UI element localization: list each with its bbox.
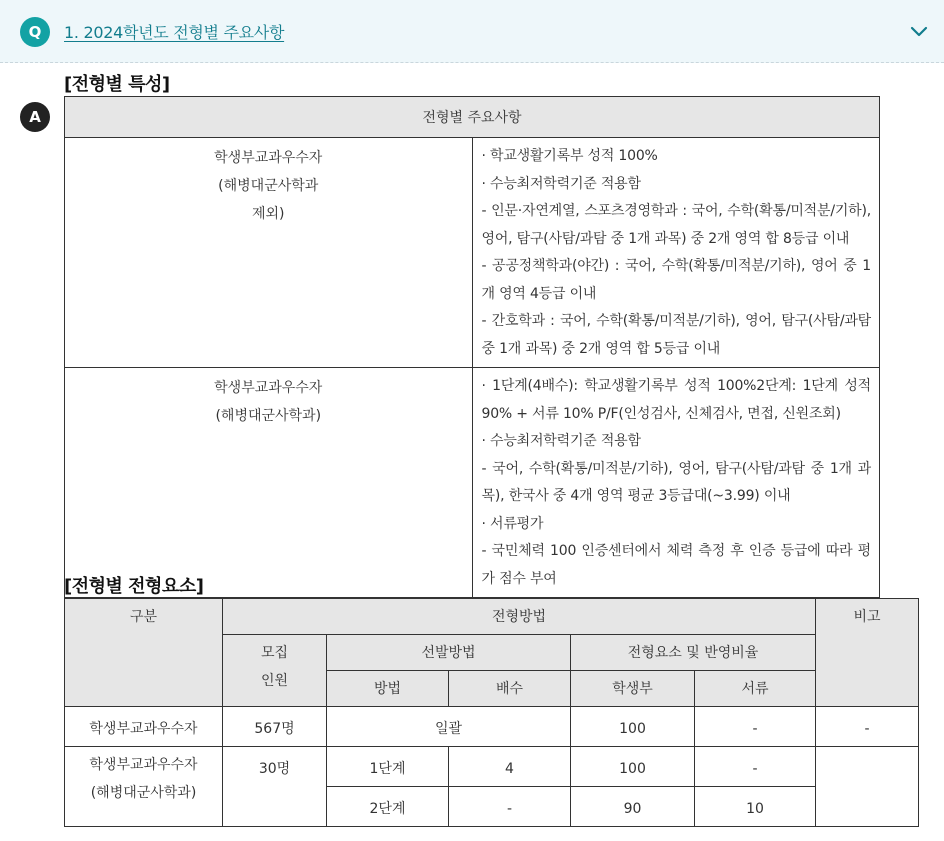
- faq-question-header[interactable]: [0, 0, 944, 63]
- cell-remark: [816, 747, 919, 827]
- cell-category: 학생부교과우수자: [65, 707, 223, 747]
- cell-multiple: 4: [449, 747, 571, 787]
- section-title-elements: [전형별 전형요소]: [64, 576, 204, 597]
- cell-method: 일괄: [327, 707, 571, 747]
- cell-category: 학생부교과우수자 (해병대군사학과): [65, 747, 223, 827]
- header-method-group: 전형방법: [223, 599, 816, 635]
- header-record: 학생부: [571, 671, 695, 707]
- table-row: [65, 138, 880, 368]
- row-label: 학생부교과우수자 (해병대군사학과 제외): [65, 138, 473, 368]
- cell-method: 2단계: [327, 787, 449, 827]
- cell-quota: 567명: [223, 707, 327, 747]
- cell-quota: 30명: [223, 747, 327, 827]
- header-quota: 모집 인원: [223, 635, 327, 707]
- cell-record: 100: [571, 747, 695, 787]
- faq-question-title[interactable]: 1. 2024학년도 전형별 주요사항: [64, 23, 285, 42]
- cell-multiple: -: [449, 787, 571, 827]
- cell-documents: -: [695, 747, 816, 787]
- answer-badge: A: [20, 102, 50, 132]
- cell-record: 90: [571, 787, 695, 827]
- table-row: [65, 707, 919, 747]
- header-category: 구분: [65, 599, 223, 707]
- header-multiple: 배수: [449, 671, 571, 707]
- cell-record: 100: [571, 707, 695, 747]
- section-title-characteristics: [전형별 특성]: [64, 74, 170, 95]
- row-content: · 학교생활기록부 성적 100% · 수능최저학력기준 적용함 - 인문·자연계열, 스포츠경영학과 : 국어, 수학(확통/미적분/기하), 영어, 탐구(사탐/과탐 중 1개 과목) 중 2개 영역 합 8등급 이내 - 공공정책학과(야간) : 국어, 수학(확통/미적분/기하), 영어 중 1개 영역 4등급 이내 - 간호학과 : 국어, 수학(확통/미적분/기하), 영어, 탐구(사탐/과탐 중 1개 과목) 중 2개 영역 합 5등급 이내: [472, 138, 880, 368]
- header-method: 방법: [327, 671, 449, 707]
- table-row: [65, 368, 880, 598]
- header-documents: 서류: [695, 671, 816, 707]
- elements-table: [64, 598, 919, 827]
- cell-documents: 10: [695, 787, 816, 827]
- table-row: [65, 747, 919, 787]
- characteristics-table: [64, 96, 880, 598]
- header-elements: 전형요소 및 반영비율: [571, 635, 816, 671]
- row-label: 학생부교과우수자 (해병대군사학과): [65, 368, 473, 598]
- row-content: · 1단계(4배수): 학교생활기록부 성적 100%2단계: 1단계 성적 90% + 서류 10% P/F(인성검사, 신체검사, 면접, 신원조회) · 수능최저학력기준 적용함 - 국어, 수학(확통/미적분/기하), 영어, 탐구(사탐/과탐 중 1개 과목), 한국사 중 4개 영역 평균 3등급대(~3.99) 이내 · 서류평가 - 국민체력 100 인증센터에서 체력 측정 후 인증 등급에 따라 평가 점수 부여: [472, 368, 880, 598]
- header-remark: 비고: [816, 599, 919, 707]
- cell-method: 1단계: [327, 747, 449, 787]
- question-badge: Q: [20, 17, 50, 47]
- cell-documents: -: [695, 707, 816, 747]
- cell-remark: -: [816, 707, 919, 747]
- table-header: 전형별 주요사항: [65, 97, 880, 138]
- header-selection: 선발방법: [327, 635, 571, 671]
- chevron-down-icon[interactable]: [910, 22, 928, 40]
